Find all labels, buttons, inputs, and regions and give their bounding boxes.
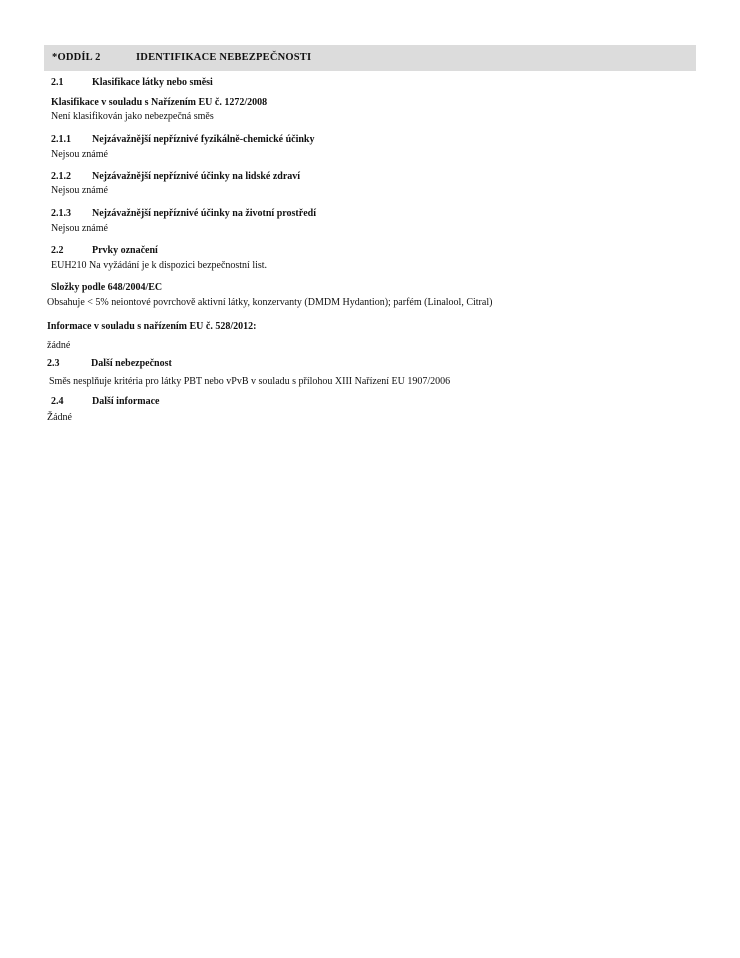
components-text: Obsahuje < 5% neiontové povrchově aktivní látky, konzervanty (DMDM Hydantion); parfém (Linalool, Citral) xyxy=(47,297,493,308)
subsection-2-1-1-title: Nejzávažnější nepříznivé fyzikálně-chemické účinky xyxy=(92,134,315,145)
subsection-2-2-title: Prvky označení xyxy=(92,245,158,256)
subsection-2-1-title: Klasifikace látky nebo směsi xyxy=(92,77,213,88)
subsection-2-1-number: 2.1 xyxy=(51,77,64,88)
classification-heading: Klasifikace v souladu s Nařízením EU č. 1272/2008 xyxy=(51,97,268,108)
subsection-2-2-text: EUH210 Na vyžádání je k dispozici bezpečnostní list. xyxy=(51,260,268,271)
subsection-2-1-1-number: 2.1.1 xyxy=(51,134,71,145)
subsection-2-3-title: Další nebezpečnost xyxy=(91,358,172,369)
subsection-2-3-number: 2.3 xyxy=(47,358,60,369)
subsection-2-1-1-text: Nejsou známé xyxy=(51,149,108,160)
subsection-2-3-text: Směs nesplňuje kritéria pro látky PBT nebo vPvB v souladu s přílohou XIII Nařízení EU 1907/2006 xyxy=(49,376,451,387)
section-header xyxy=(44,45,696,71)
subsection-2-4-number: 2.4 xyxy=(51,396,64,407)
subsection-2-1-3-text: Nejsou známé xyxy=(51,223,108,234)
subsection-2-1-2-number: 2.1.2 xyxy=(51,171,71,182)
subsection-2-1-2-text: Nejsou známé xyxy=(51,185,108,196)
subsection-2-2-number: 2.2 xyxy=(51,245,64,256)
info-text: žádné xyxy=(47,340,71,351)
subsection-2-4-text: Žádné xyxy=(47,412,72,423)
section-title: IDENTIFIKACE NEBEZPEČNOSTI xyxy=(136,52,312,63)
components-heading: Složky podle 648/2004/EC xyxy=(51,282,163,293)
subsection-2-1-3-title: Nejzávažnější nepříznivé účinky na životní prostředí xyxy=(92,208,316,219)
section-number: *ODDÍL 2 xyxy=(52,52,101,63)
subsection-2-4-title: Další informace xyxy=(92,396,160,407)
subsection-2-1-3-number: 2.1.3 xyxy=(51,208,71,219)
info-heading: Informace v souladu s nařízením EU č. 528/2012: xyxy=(47,321,257,332)
classification-text: Není klasifikován jako nebezpečná směs xyxy=(51,111,214,122)
subsection-2-1-2-title: Nejzávažnější nepříznivé účinky na lidské zdraví xyxy=(92,171,301,182)
